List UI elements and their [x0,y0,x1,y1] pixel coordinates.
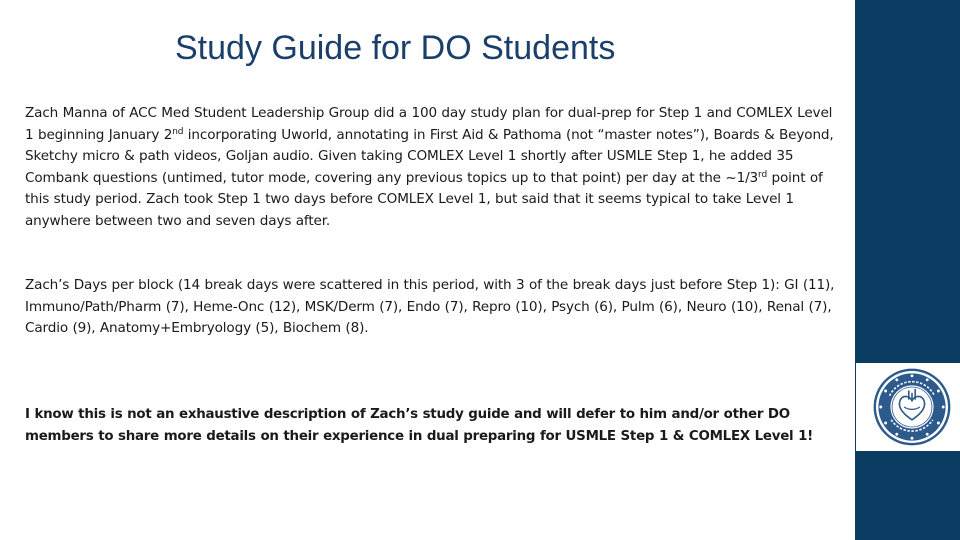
logo-panel [856,363,960,451]
study-plan-text-1: Zach Manna of ACC Med Student Leadership Group did a 100 day study plan for dual-prep for Step 1 and COMLEX Level 1 beginning January 2 [25,105,833,143]
study-plan-text-2: incorporating Uworld, annotating in First Aid & Pathoma (not “master notes”), Boards & Beyond, Sketchy micro & path videos, Goljan audio. Given taking COMLEX Level 1 shortly after USMLE Step 1, he added 35 Combank questions (untimed, tutor mode, covering any previous topics up to that point) per day at the ~1/3 [25,126,834,186]
study-plan-paragraph [25,103,845,233]
ordinal-suffix-nd: nd [172,126,184,137]
days-per-block-paragraph: Zach’s Days per block (14 break days were scattered in this period, with 3 of the break days just before Step 1): GI (11), Immuno/Path/Pharm (7), Heme-Onc (12), MSK/Derm (7), Endo (7), Repro (10), Psych (6), Pulm (6), Neuro (10), Renal (7), Cardio (9), Anatomy+Embryology (5), Biochem (8). [25,277,835,337]
ordinal-suffix-rd: rd [758,169,768,180]
disclaimer-paragraph: I know this is not an exhaustive description of Zach’s study guide and will defer to him and/or other DO members to share more details on their experience in dual preparing for USMLE Step 1 & COMLEX Level 1! [25,407,814,444]
page-title: Study Guide for DO Students [175,29,616,67]
sidebar-band [855,0,960,540]
study-plan-text-3: point of this study period. Zach took Step 1 two days before COMLEX Level 1, but said that it seems typical to take Level 1 anywhere between two and seven days after. [25,169,823,229]
acc-seal-icon [872,367,952,447]
